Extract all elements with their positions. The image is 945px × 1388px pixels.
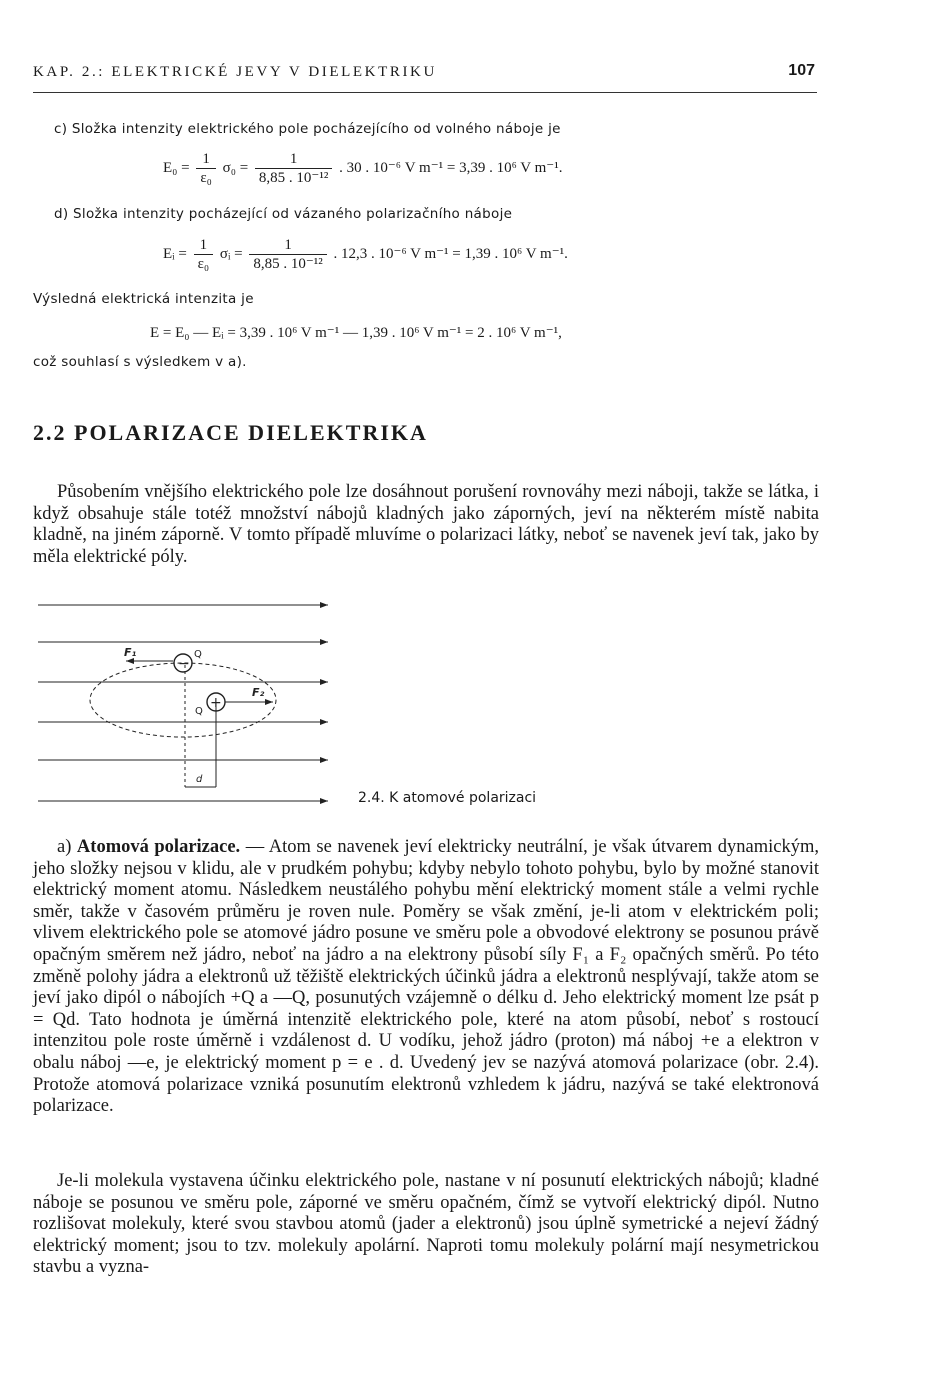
label-f1: F₁: [124, 646, 137, 659]
eq-rhs: . 30 . 10⁻⁶ V m⁻¹ = 3,39 . 10⁶ V m⁻¹.: [339, 159, 563, 176]
page-header: [33, 62, 817, 93]
molecule-text: Je-li molekula vystavena účinku elektrického pole, nastane v ní posunutí elektrických nábojů; kladné náboje se posunou ve směru pole, záporné ve směru opačném, čímž se vytvoří elektrický dipól. Nutno rozlišovat molekuly, které svou stavbou atomů (jader a elektronů) jsou úplně symetrické a nejeví žádný elektrický moment; jsou to tzv. molekuly apolární. Naproti tomu molekuly polární mají nesymetrickou stavbu a vyzna-: [33, 1171, 819, 1278]
fraction: [194, 236, 214, 273]
equation-e0: [163, 150, 562, 187]
fraction: [196, 150, 216, 187]
molecule-paragraph: [33, 1171, 819, 1279]
minus-sign: −: [178, 656, 190, 672]
numerator: 1: [196, 150, 216, 169]
item-c-text: c) Složka intenzity elektrického pole pocházejícího od volného náboje je: [54, 121, 561, 137]
label-q-top: Q: [194, 649, 202, 660]
label-d: d: [196, 774, 203, 785]
denominator: 8,85 . 10⁻¹²: [253, 256, 323, 272]
denominator: ε₀: [197, 256, 210, 272]
eq-mid: σ₀ =: [222, 159, 249, 176]
fraction: [255, 150, 332, 187]
page-number: 107: [788, 62, 815, 79]
label-f2: F₂: [252, 686, 265, 699]
figure-caption: 2.4. K atomové polarizaci: [358, 790, 537, 806]
electron-cloud: [90, 663, 276, 737]
section-title: 2.2 POLARIZACE DIELEKTRIKA: [33, 420, 428, 445]
chapter-title: KAP. 2.: ELEKTRICKÉ JEVY V DIELEKTRIKU: [33, 64, 437, 80]
fraction: [249, 236, 326, 273]
eq-rhs: . 12,3 . 10⁻⁶ V m⁻¹ = 1,39 . 10⁶ V m⁻¹.: [333, 245, 568, 262]
eq-lhs: Eᵢ =: [163, 245, 187, 262]
intro-paragraph: [33, 482, 819, 568]
result-equation: E = E₀ — Eᵢ = 3,39 . 10⁶ V m⁻¹ — 1,39 . 10⁶ V m⁻¹ = 2 . 10⁶ V m⁻¹,: [150, 325, 562, 341]
intro-text: Působením vnějšího elektrického pole lze dosáhnout porušení rovnováhy mezi náboji, takže se látka, i když obsahuje stále totéž množství nábojů kladných jako záporných, jeví na některém místě nabita kladně, na jiném záporně. V tomto případě mluvíme o polarizaci látky, neboť se navenek jeví tak, jako by měla elektrické póly.: [33, 482, 819, 567]
numerator: 1: [194, 236, 214, 255]
atomic-paragraph: [33, 837, 819, 1118]
eq-mid: σᵢ =: [219, 245, 243, 262]
plus-sign: +: [210, 695, 222, 711]
atomic-text: — Atom se navenek jeví elektricky neutrální, je však útvarem dynamickým, jeho složky nejsou v klidu, ale v prudkém pohybu; kdyby nebylo tohoto pohybu, bylo by možné stanovit elektrický moment atomu. Následkem neustálého pohybu mění elektrický moment stále a velmi rychle směr, takže v časovém průměru je roven nule. Poměry se však změní, je-li atom v elektrickém poli; vlivem elektrického pole se atomové jádro posune ve směru pole a obvodové elektrony se posunou právě opačným směrem než jádro, neboť na jádro a na elektrony působí síly F₁ a F₂ opačných směrů. Po této změně polohy jádra a elektronů už těžiště elektrických účinků jádra a elektronů nesplývají, takže atom se jeví jako dipól o nábojích +Q a —Q, posunutých vzájemně o délku d. Jeho elektrický moment lze psát p = Qd. Tato hodnota je úměrná intenzitě elektrického pole, které na atom působí, neboť s rostoucí intenzitou pole roste úměrně i vzdálenost d. U vodíku, jehož jádro (proton) má náboj +e a elektron v obalu náboj —e, je elektrický moment p = e . d. Uvedený jev se nazývá atomová polarizace (obr. 2.4). Protože atomová polarizace vzniká posunutím elektronů vzhledem k jádru, nazývá se také elektronová polarizace.: [33, 837, 819, 1117]
denominator: ε₀: [200, 170, 212, 186]
agree-text: což souhlasí s výsledkem v a).: [33, 354, 247, 370]
numerator: 1: [255, 150, 332, 169]
equation-ei: [163, 236, 568, 273]
item-d-text: d) Složka intenzity pocházející od vázaného polarizačního náboje: [54, 206, 513, 222]
denominator: 8,85 . 10⁻¹²: [258, 170, 329, 186]
numerator: 1: [249, 236, 326, 255]
atomic-polarization-diagram: [38, 595, 338, 810]
para-head: a): [57, 837, 77, 857]
para-bold-title: Atomová polarizace.: [76, 837, 241, 857]
label-q-left: Q: [195, 706, 203, 717]
result-text: Výsledná elektrická intenzita je: [33, 291, 254, 307]
eq-lhs: E₀ =: [163, 159, 190, 176]
